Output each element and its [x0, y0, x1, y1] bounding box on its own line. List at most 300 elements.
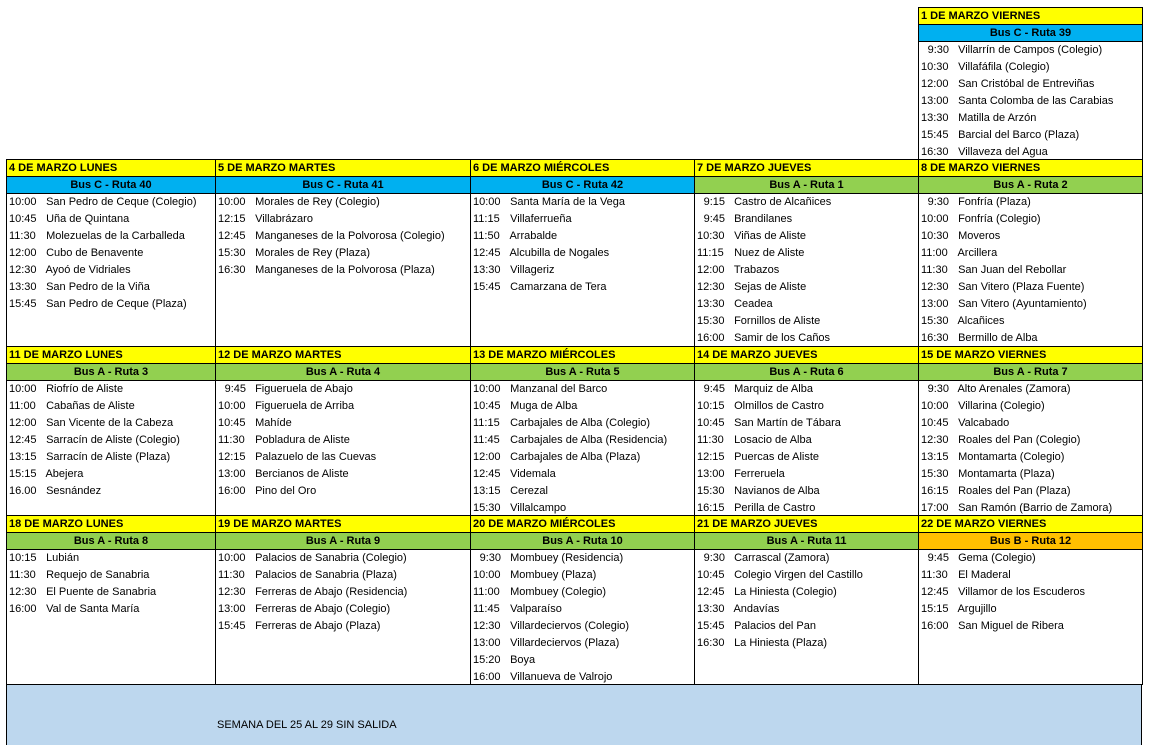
- stop-time: 12:30: [9, 586, 37, 598]
- note-banner: [6, 684, 1142, 745]
- stop-place: Villabrázaro: [255, 213, 313, 225]
- stop-place: Morales de Rey (Colegio): [255, 196, 380, 208]
- stop-row: [919, 550, 1142, 567]
- stop-row: [216, 211, 470, 228]
- stop-row: [695, 262, 918, 279]
- stop-place: Carbajales de Alba (Residencia): [510, 434, 668, 446]
- stop-row: [216, 550, 470, 567]
- stop-time: 9:45: [927, 552, 949, 564]
- stop-time: 13:00: [697, 468, 725, 480]
- stop-time: 10:45: [218, 417, 246, 429]
- stop-time: 12:45: [697, 586, 725, 598]
- bus-route-label: Bus B - Ruta 12: [919, 533, 1142, 550]
- stop-row: [7, 584, 215, 601]
- stop-place: Fonfría (Colegio): [958, 213, 1041, 225]
- stop-time: 12:00: [9, 247, 37, 259]
- stop-place: Ferreras de Abajo (Residencia): [255, 586, 408, 598]
- stop-time: 10:15: [697, 400, 725, 412]
- stop-place: Viñas de Aliste: [734, 230, 807, 242]
- stop-row: [471, 584, 694, 601]
- stop-place: Sarracín de Aliste (Plaza): [46, 451, 171, 463]
- stop-place: Mahíde: [255, 417, 292, 429]
- stop-row: [471, 635, 694, 652]
- bus-route-label: Bus A - Ruta 6: [695, 364, 918, 381]
- stop-time: 11:30: [218, 434, 245, 446]
- stop-row: [695, 228, 918, 245]
- stop-time: 15:15: [9, 468, 37, 480]
- stop-row: [216, 449, 470, 466]
- stop-place: Sesnández: [46, 485, 102, 497]
- stop-row: [471, 262, 694, 279]
- stop-row: [216, 466, 470, 483]
- stop-row: [216, 415, 470, 432]
- stop-row: [919, 618, 1142, 635]
- stop-place: Alcañices: [957, 315, 1005, 327]
- bus-route-label: Bus A - Ruta 7: [919, 364, 1142, 381]
- bus-route-label: Bus C - Ruta 39: [919, 25, 1142, 42]
- stop-row: [7, 194, 215, 211]
- bus-route-label: Bus C - Ruta 41: [216, 177, 470, 194]
- stop-row: [216, 618, 470, 635]
- stop-place: Camarzana de Tera: [510, 281, 607, 293]
- stop-time: 12:45: [218, 230, 246, 242]
- stop-place: Cubo de Benavente: [46, 247, 144, 259]
- stop-place: Fonfría (Plaza): [958, 196, 1031, 208]
- stop-place: Requejo de Sanabria: [46, 569, 150, 581]
- stop-row: [7, 245, 215, 262]
- stop-time: 12:00: [921, 78, 949, 90]
- stop-time: 11:00: [473, 586, 500, 598]
- day-header: 8 DE MARZO VIERNES: [919, 160, 1142, 177]
- stop-place: Argujillo: [957, 603, 997, 615]
- stop-place: San Ramón (Barrio de Zamora): [958, 502, 1113, 514]
- stop-place: Carbajales de Alba (Plaza): [510, 451, 641, 463]
- stop-row: [919, 279, 1142, 296]
- stop-place: Cerezal: [510, 485, 548, 497]
- stop-place: Colegio Virgen del Castillo: [734, 569, 863, 581]
- day-cell: [6, 515, 216, 685]
- stop-time: 10:00: [473, 196, 501, 208]
- stop-row: [7, 228, 215, 245]
- stop-time: 9:30: [927, 44, 949, 56]
- stop-time: 9:30: [479, 552, 501, 564]
- stop-place: Morales de Rey (Plaza): [255, 247, 370, 259]
- stop-place: Uña de Quintana: [46, 213, 130, 225]
- stop-place: Villardeciervos (Colegio): [510, 620, 630, 632]
- day-cell: [6, 346, 216, 516]
- stop-place: Manganeses de la Polvorosa (Plaza): [255, 264, 435, 276]
- stop-time: 10:30: [921, 230, 949, 242]
- stop-row: [695, 381, 918, 398]
- stop-place: Cabañas de Aliste: [46, 400, 135, 412]
- stop-row: [216, 567, 470, 584]
- stop-place: Villalcampo: [510, 502, 567, 514]
- stop-time: 12:15: [218, 213, 246, 225]
- stop-place: Palacios del Pan: [734, 620, 817, 632]
- stop-row: [919, 59, 1142, 76]
- stop-time: 13:00: [218, 603, 246, 615]
- stop-time: 11:30: [921, 264, 948, 276]
- stop-place: Ceadea: [734, 298, 773, 310]
- stop-time: 16:15: [921, 485, 949, 497]
- stop-time: 12:45: [473, 468, 501, 480]
- stop-row: [919, 584, 1142, 601]
- stop-place: El Puente de Sanabria: [46, 586, 157, 598]
- stop-row: [7, 483, 215, 500]
- stop-row: [216, 194, 470, 211]
- stop-place: La Hiniesta (Colegio): [734, 586, 837, 598]
- bus-route-label: Bus A - Ruta 4: [216, 364, 470, 381]
- day-cell: [215, 346, 471, 516]
- stop-place: Santa María de la Vega: [510, 196, 626, 208]
- stop-time: 11:15: [473, 213, 500, 225]
- day-header: 7 DE MARZO JUEVES: [695, 160, 918, 177]
- day-cell: [470, 346, 695, 516]
- stop-row: [471, 567, 694, 584]
- stop-row: [695, 618, 918, 635]
- stop-place: Pino del Oro: [255, 485, 317, 497]
- stop-row: [919, 601, 1142, 618]
- stop-row: [919, 483, 1142, 500]
- stop-time: 11:45: [473, 603, 500, 615]
- stop-time: 15:45: [921, 129, 949, 141]
- stop-place: Perilla de Castro: [734, 502, 816, 514]
- stop-time: 16:00: [9, 603, 37, 615]
- stop-time: 12:15: [218, 451, 246, 463]
- stop-place: San Cristóbal de Entreviñas: [958, 78, 1095, 90]
- stop-place: Abejera: [45, 468, 84, 480]
- stop-time: 15:30: [921, 315, 949, 327]
- stop-row: [7, 601, 215, 618]
- day-header: 4 DE MARZO LUNES: [7, 160, 215, 177]
- stop-time: 15:45: [473, 281, 501, 293]
- day-header: 22 DE MARZO VIERNES: [919, 516, 1142, 533]
- stop-row: [919, 415, 1142, 432]
- stop-place: Valcabado: [958, 417, 1010, 429]
- stop-row: [471, 211, 694, 228]
- stop-time: 10:00: [473, 569, 501, 581]
- stop-row: [695, 601, 918, 618]
- stop-place: Palacios de Sanabria (Colegio): [255, 552, 407, 564]
- stop-time: 11:50: [473, 230, 500, 242]
- stop-row: [471, 415, 694, 432]
- stop-row: [216, 601, 470, 618]
- stop-time: 13:15: [921, 451, 949, 463]
- day-cell: [694, 346, 919, 516]
- day-cell: [215, 159, 471, 347]
- day-header: 18 DE MARZO LUNES: [7, 516, 215, 533]
- bus-route-label: Bus A - Ruta 8: [7, 533, 215, 550]
- stop-row: [471, 483, 694, 500]
- stop-place: Palacios de Sanabria (Plaza): [255, 569, 397, 581]
- stop-time: 16:00: [921, 620, 949, 632]
- stop-time: 16:30: [697, 637, 725, 649]
- stop-row: [695, 466, 918, 483]
- stop-place: San Juan del Rebollar: [958, 264, 1067, 276]
- stop-place: Mombuey (Colegio): [510, 586, 607, 598]
- stop-place: Mombuey (Residencia): [510, 552, 624, 564]
- stop-place: San Vitero (Ayuntamiento): [958, 298, 1087, 310]
- stop-row: [7, 449, 215, 466]
- stop-time: 12:30: [697, 281, 725, 293]
- stop-place: San Pedro de la Viña: [46, 281, 150, 293]
- stop-time: 15:15: [921, 603, 949, 615]
- stop-time: 10:45: [697, 417, 725, 429]
- stop-place: Roales del Pan (Plaza): [958, 485, 1071, 497]
- bus-route-label: Bus A - Ruta 10: [471, 533, 694, 550]
- stop-time: 13:15: [9, 451, 37, 463]
- stop-place: San Vitero (Plaza Fuente): [958, 281, 1085, 293]
- stop-row: [7, 262, 215, 279]
- bus-route-label: Bus A - Ruta 11: [695, 533, 918, 550]
- stop-row: [216, 381, 470, 398]
- stop-place: Villafáfila (Colegio): [958, 61, 1050, 73]
- stop-place: Figueruela de Arriba: [255, 400, 355, 412]
- stop-time: 10:30: [921, 61, 949, 73]
- stop-row: [471, 449, 694, 466]
- stop-time: 13:00: [218, 468, 246, 480]
- stop-place: Alcubilla de Nogales: [509, 247, 610, 259]
- stop-place: Villarrín de Campos (Colegio): [958, 44, 1103, 56]
- stop-row: [216, 432, 470, 449]
- stop-time: 12:30: [9, 264, 37, 276]
- stop-place: Bercianos de Aliste: [255, 468, 349, 480]
- stop-time: 11:30: [218, 569, 245, 581]
- day-header: 20 DE MARZO MIÉRCOLES: [471, 516, 694, 533]
- stop-row: [7, 279, 215, 296]
- stop-place: San Martín de Tábara: [734, 417, 841, 429]
- stop-place: Bermillo de Alba: [958, 332, 1038, 344]
- stop-time: 10:00: [9, 196, 37, 208]
- stop-time: 9:30: [703, 552, 725, 564]
- bus-route-label: Bus A - Ruta 5: [471, 364, 694, 381]
- day-cell-top: [918, 7, 1143, 160]
- stop-time: 15:30: [473, 502, 501, 514]
- stop-row: [695, 330, 918, 347]
- stop-row: [216, 262, 470, 279]
- stop-row: [695, 415, 918, 432]
- stop-row: [919, 449, 1142, 466]
- stop-place: Matilla de Arzón: [958, 112, 1037, 124]
- stop-time: 13:30: [921, 112, 949, 124]
- stop-row: [695, 194, 918, 211]
- stop-time: 12:45: [921, 586, 949, 598]
- stop-place: Villamor de los Escuderos: [958, 586, 1086, 598]
- stop-place: Ferreras de Abajo (Colegio): [255, 603, 391, 615]
- stop-row: [471, 550, 694, 567]
- stop-place: Roales del Pan (Colegio): [958, 434, 1081, 446]
- stop-place: Villarina (Colegio): [958, 400, 1045, 412]
- stop-place: Palazuelo de las Cuevas: [255, 451, 377, 463]
- stop-time: 12:00: [9, 417, 37, 429]
- stop-time: 16:00: [218, 485, 246, 497]
- stop-time: 12:45: [473, 247, 501, 259]
- stop-place: Arcillera: [957, 247, 998, 259]
- stop-row: [919, 398, 1142, 415]
- stop-time: 15:20: [473, 654, 501, 666]
- stop-time: 9:45: [224, 383, 246, 395]
- stop-time: 10:00: [921, 213, 949, 225]
- day-header: 1 DE MARZO VIERNES: [919, 8, 1142, 25]
- stop-row: [471, 618, 694, 635]
- stop-place: Villaferrueña: [510, 213, 572, 225]
- stop-row: [471, 652, 694, 669]
- stop-place: Boya: [510, 654, 536, 666]
- stop-time: 10:00: [218, 400, 246, 412]
- stop-row: [695, 432, 918, 449]
- day-cell: [918, 515, 1143, 685]
- stop-row: [695, 567, 918, 584]
- stop-row: [919, 93, 1142, 110]
- stop-place: Arrabalde: [509, 230, 558, 242]
- stop-row: [695, 449, 918, 466]
- day-cell: [918, 159, 1143, 347]
- stop-time: 13:15: [473, 485, 501, 497]
- stop-row: [471, 279, 694, 296]
- stop-time: 12:00: [473, 451, 501, 463]
- stop-time: 13:00: [921, 298, 949, 310]
- stop-time: 13:30: [697, 603, 725, 615]
- stop-time: 15:45: [697, 620, 725, 632]
- stop-place: Pobladura de Aliste: [255, 434, 350, 446]
- stop-time: 11:30: [9, 230, 36, 242]
- stop-row: [919, 296, 1142, 313]
- stop-place: Ferreras de Abajo (Plaza): [255, 620, 381, 632]
- note-text: SEMANA DEL 25 AL 29 SIN SALIDA: [217, 719, 397, 731]
- stop-time: 9:15: [703, 196, 725, 208]
- stop-place: San Miguel de Ribera: [958, 620, 1064, 632]
- stop-place: Gema (Colegio): [958, 552, 1036, 564]
- stop-row: [919, 330, 1142, 347]
- stop-place: Valparaíso: [510, 603, 562, 615]
- stop-time: 10:45: [473, 400, 501, 412]
- stop-row: [471, 381, 694, 398]
- day-cell: [694, 515, 919, 685]
- bus-route-label: Bus A - Ruta 1: [695, 177, 918, 194]
- stop-place: Puercas de Aliste: [734, 451, 820, 463]
- stop-place: Carbajales de Alba (Colegio): [510, 417, 651, 429]
- stop-time: 12:00: [697, 264, 725, 276]
- stop-row: [471, 245, 694, 262]
- stop-place: El Maderal: [958, 569, 1011, 581]
- stop-time: 12:45: [9, 434, 37, 446]
- stop-time: 10:15: [9, 552, 37, 564]
- stop-time: 10:45: [9, 213, 37, 225]
- stop-row: [7, 550, 215, 567]
- stop-place: Molezuelas de la Carballeda: [46, 230, 185, 242]
- stop-row: [919, 245, 1142, 262]
- stop-time: 10:00: [921, 400, 949, 412]
- stop-row: [919, 194, 1142, 211]
- stop-row: [695, 313, 918, 330]
- stop-place: Villardeciervos (Plaza): [510, 637, 620, 649]
- bus-route-label: Bus A - Ruta 3: [7, 364, 215, 381]
- stop-place: Alto Arenales (Zamora): [957, 383, 1071, 395]
- day-cell: [470, 159, 695, 347]
- stop-place: Brandilanes: [734, 213, 793, 225]
- stop-row: [216, 398, 470, 415]
- stop-time: 9:30: [927, 383, 949, 395]
- stop-time: 11:30: [697, 434, 724, 446]
- stop-time: 16:00: [697, 332, 725, 344]
- bus-route-label: Bus A - Ruta 9: [216, 533, 470, 550]
- stop-place: Andavías: [733, 603, 780, 615]
- stop-time: 10:00: [473, 383, 501, 395]
- stop-place: Carrascal (Zamora): [734, 552, 830, 564]
- day-cell: [6, 159, 216, 347]
- stop-time: 16.00: [9, 485, 37, 497]
- stop-row: [7, 211, 215, 228]
- stop-time: 15:45: [218, 620, 246, 632]
- stop-place: Lubián: [46, 552, 80, 564]
- stop-row: [471, 398, 694, 415]
- stop-place: Figueruela de Abajo: [255, 383, 353, 395]
- stop-time: 16:15: [697, 502, 725, 514]
- stop-place: Sarracín de Aliste (Colegio): [46, 434, 180, 446]
- stop-row: [471, 466, 694, 483]
- stop-time: 9:45: [703, 383, 725, 395]
- day-header: 19 DE MARZO MARTES: [216, 516, 470, 533]
- stop-time: 13:30: [473, 264, 501, 276]
- stop-row: [216, 584, 470, 601]
- stop-place: Montamarta (Colegio): [958, 451, 1065, 463]
- stop-time: 10:00: [9, 383, 37, 395]
- stop-row: [7, 381, 215, 398]
- stop-time: 11:00: [921, 247, 948, 259]
- stop-time: 16:30: [218, 264, 246, 276]
- day-cell: [470, 515, 695, 685]
- stop-time: 16:30: [921, 146, 949, 158]
- stop-time: 11:15: [697, 247, 724, 259]
- stop-row: [919, 313, 1142, 330]
- stop-row: [471, 194, 694, 211]
- stop-time: 9:30: [927, 196, 949, 208]
- stop-row: [695, 245, 918, 262]
- stop-place: Mombuey (Plaza): [510, 569, 597, 581]
- stop-time: 13:00: [921, 95, 949, 107]
- stop-place: Ferreruela: [734, 468, 785, 480]
- stop-row: [695, 550, 918, 567]
- stop-row: [919, 567, 1142, 584]
- stop-row: [695, 483, 918, 500]
- stop-time: 9:45: [703, 213, 725, 225]
- stop-row: [919, 42, 1142, 59]
- stop-row: [695, 635, 918, 652]
- stop-place: Moveros: [958, 230, 1001, 242]
- stop-time: 12:30: [921, 281, 949, 293]
- stop-place: Fornillos de Aliste: [734, 315, 821, 327]
- stop-place: Ayoó de Vidriales: [45, 264, 131, 276]
- stop-place: Val de Santa María: [46, 603, 140, 615]
- stop-row: [7, 432, 215, 449]
- stop-time: 16:00: [473, 671, 501, 683]
- stop-row: [7, 466, 215, 483]
- day-header: 11 DE MARZO LUNES: [7, 347, 215, 364]
- stop-time: 12:30: [921, 434, 949, 446]
- stop-place: Videmala: [510, 468, 556, 480]
- day-header: 21 DE MARZO JUEVES: [695, 516, 918, 533]
- stop-row: [919, 466, 1142, 483]
- stop-time: 15:30: [697, 315, 725, 327]
- stop-time: 15:30: [697, 485, 725, 497]
- stop-place: Montamarta (Plaza): [958, 468, 1055, 480]
- stop-place: Nuez de Aliste: [734, 247, 805, 259]
- stop-time: 10:00: [218, 552, 246, 564]
- stop-row: [216, 245, 470, 262]
- stop-time: 17:00: [921, 502, 949, 514]
- stop-place: Barcial del Barco (Plaza): [958, 129, 1080, 141]
- stop-place: Losacio de Alba: [734, 434, 812, 446]
